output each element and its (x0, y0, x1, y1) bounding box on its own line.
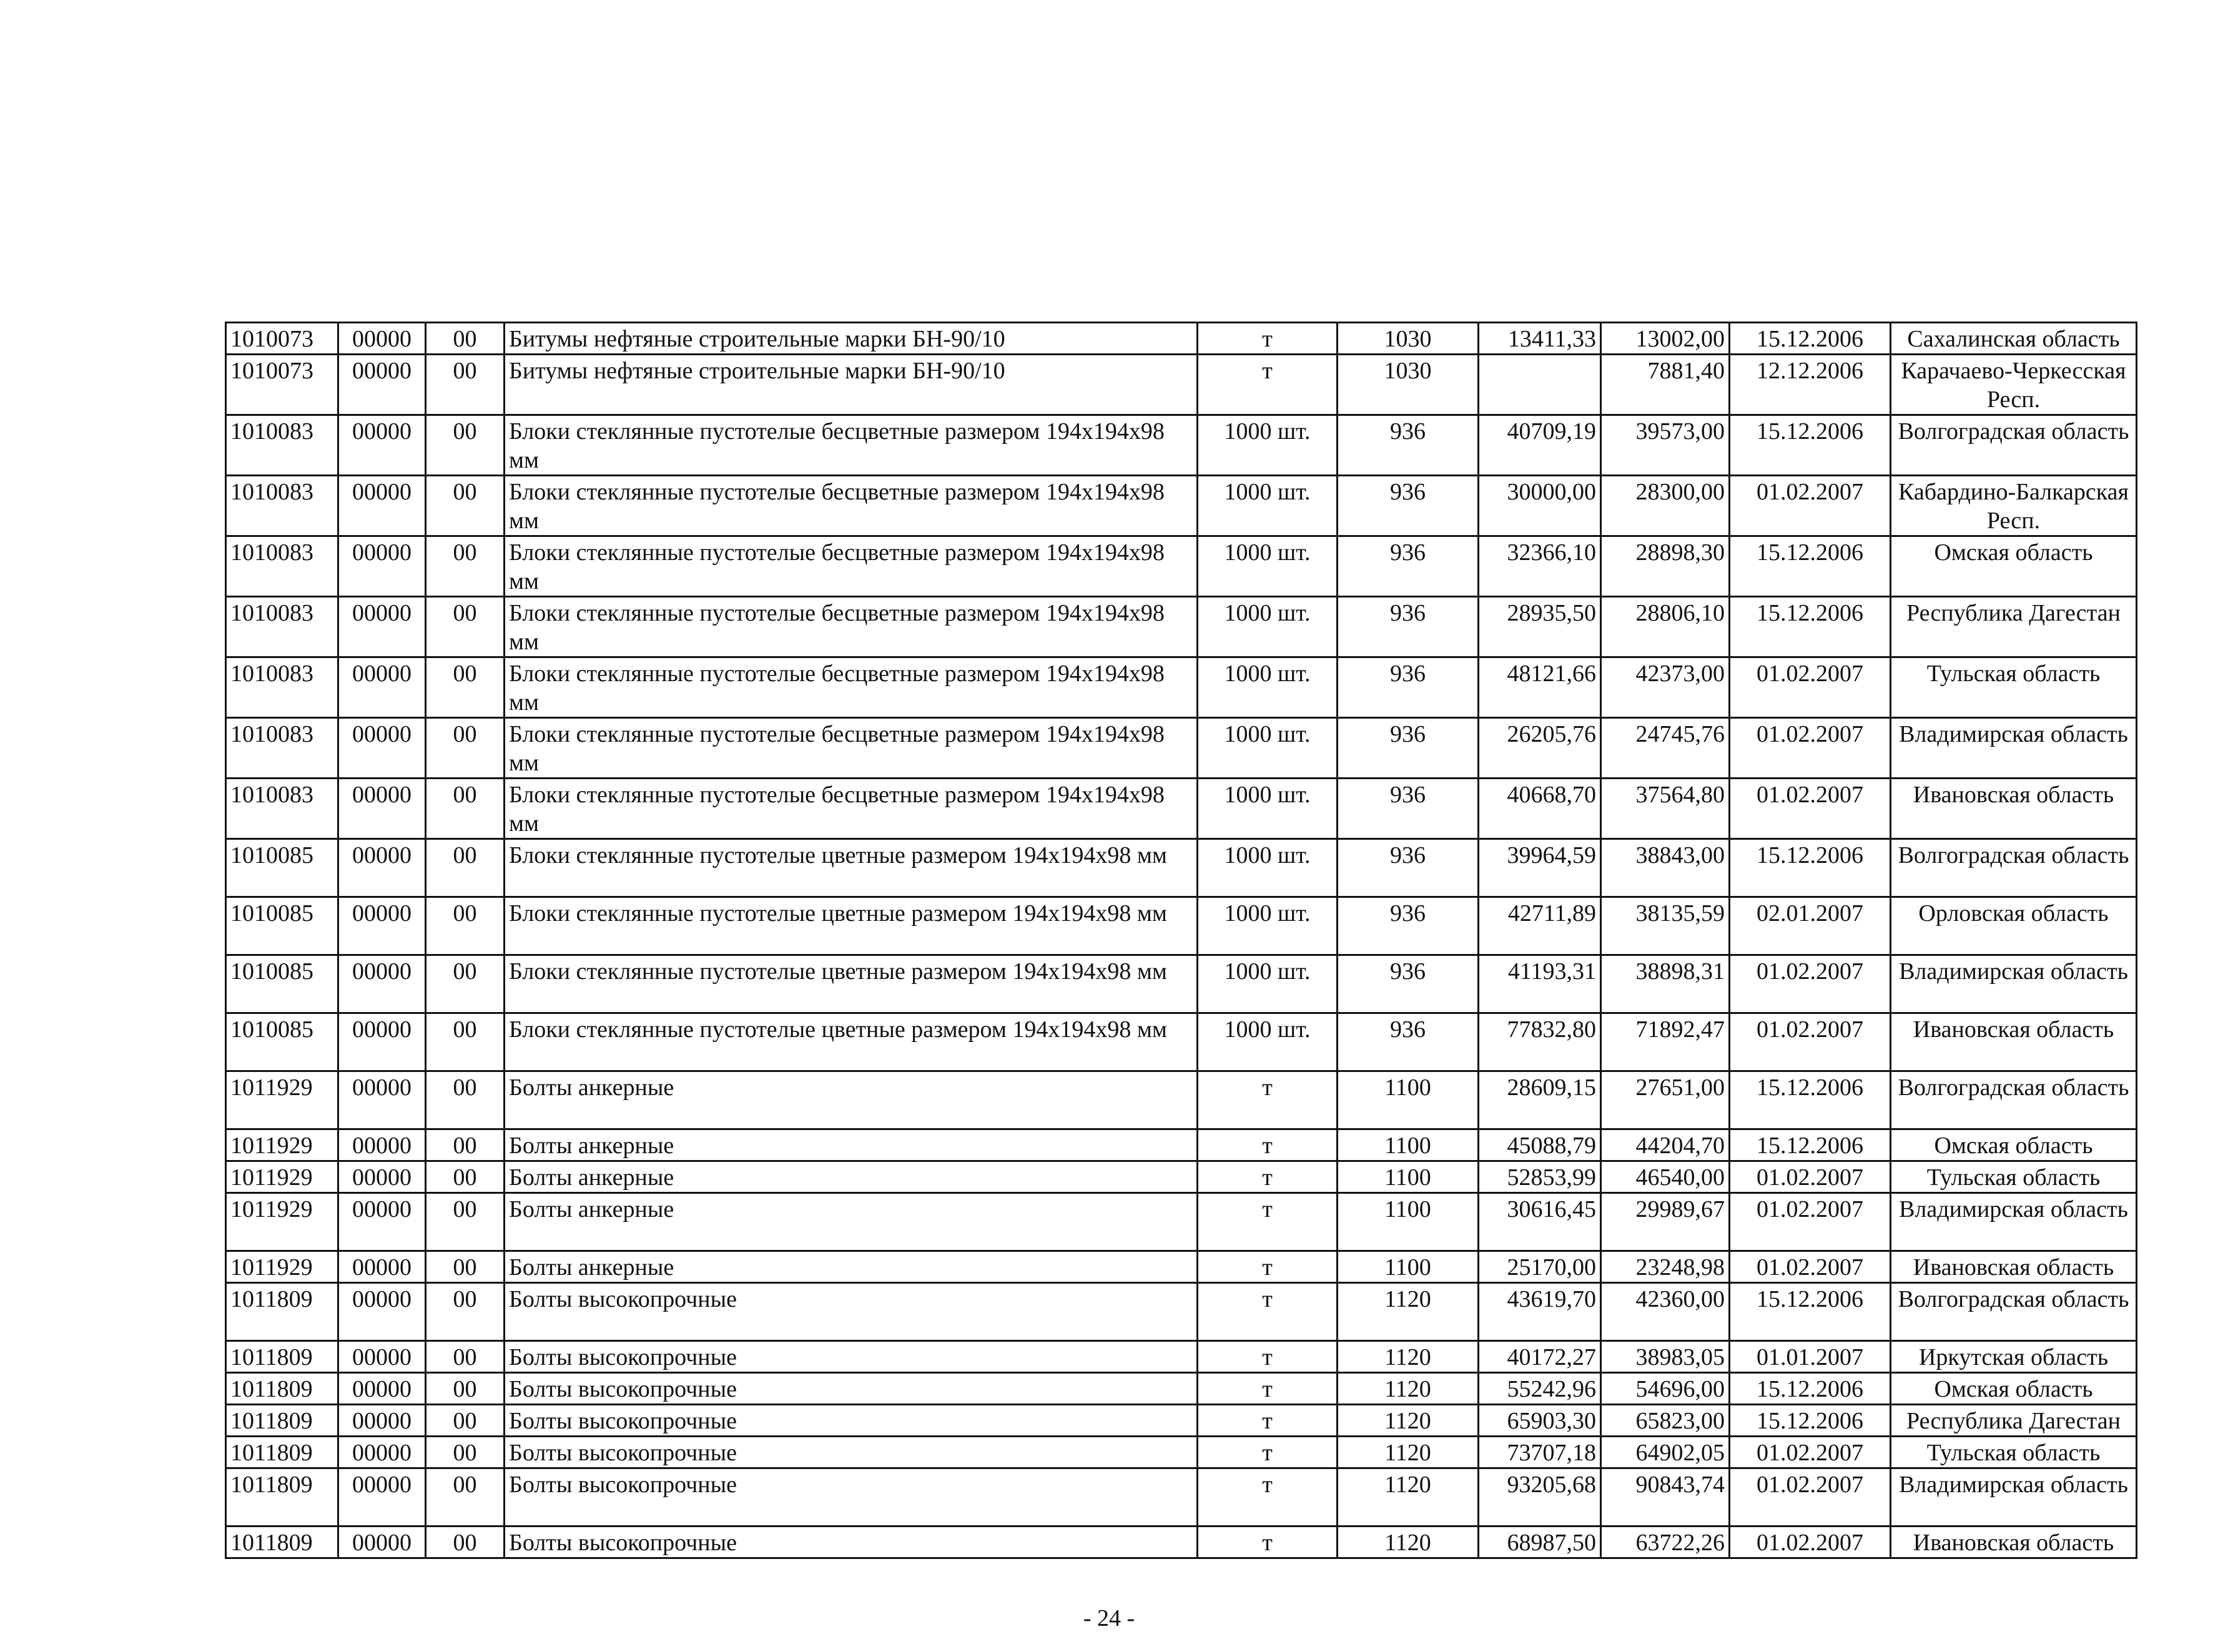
price-1-cell: 28609,15 (1479, 1071, 1601, 1129)
unit-cell: 1000 шт. (1198, 1013, 1338, 1071)
price-1-cell: 93205,68 (1479, 1468, 1601, 1527)
price-1-cell: 30000,00 (1479, 476, 1601, 536)
product-name-cell: Битумы нефтяные строительные марки БН-90/10 (505, 355, 1198, 415)
table-row (226, 1251, 2137, 1283)
region-cell: Кабардино-Балкарская Респ. (1891, 476, 2137, 536)
unit-code-cell: 936 (1338, 536, 1479, 597)
date-cell: 15.12.2006 (1730, 536, 1891, 597)
price-1-cell: 65903,30 (1479, 1405, 1601, 1437)
price-2-cell: 42360,00 (1601, 1283, 1730, 1341)
product-code-cell: 1011809 (226, 1468, 338, 1527)
region-cell: Ивановская область (1891, 1251, 2137, 1283)
product-name-cell: Блоки стеклянные пустотелые бесцветные размером 194x194x98 мм (505, 657, 1198, 718)
subcode-cell: 00000 (338, 718, 426, 779)
price-1-cell: 68987,50 (1479, 1527, 1601, 1558)
price-1-cell: 77832,80 (1479, 1013, 1601, 1071)
price-2-cell: 65823,00 (1601, 1405, 1730, 1437)
price-2-cell: 28806,10 (1601, 597, 1730, 657)
price-2-cell: 38983,05 (1601, 1341, 1730, 1373)
region-cell: Владимирская область (1891, 955, 2137, 1013)
product-name-cell: Блоки стеклянные пустотелые бесцветные размером 194x194x98 мм (505, 779, 1198, 839)
date-cell: 15.12.2006 (1730, 597, 1891, 657)
unit-cell: 1000 шт. (1198, 536, 1338, 597)
price-2-cell: 44204,70 (1601, 1129, 1730, 1161)
product-name-cell: Болты высокопрочные (505, 1373, 1198, 1405)
product-name-cell: Болты высокопрочные (505, 1283, 1198, 1341)
product-name-cell: Болты высокопрочные (505, 1405, 1198, 1437)
region-cell: Волгоградская область (1891, 1283, 2137, 1341)
unit-code-cell: 936 (1338, 955, 1479, 1013)
region-cell: Омская область (1891, 1373, 2137, 1405)
price-2-cell: 39573,00 (1601, 415, 1730, 476)
date-cell: 15.12.2006 (1730, 1373, 1891, 1405)
unit-cell: т (1198, 1405, 1338, 1437)
date-cell: 01.02.2007 (1730, 955, 1891, 1013)
version-cell: 00 (426, 355, 505, 415)
version-cell: 00 (426, 1071, 505, 1129)
version-cell: 00 (426, 955, 505, 1013)
product-code-cell: 1011809 (226, 1283, 338, 1341)
region-cell: Волгоградская область (1891, 1071, 2137, 1129)
region-cell: Волгоградская область (1891, 415, 2137, 476)
unit-code-cell: 1120 (1338, 1341, 1479, 1373)
version-cell: 00 (426, 718, 505, 779)
price-2-cell: 54696,00 (1601, 1373, 1730, 1405)
product-name-cell: Блоки стеклянные пустотелые цветные размером 194x194x98 мм (505, 839, 1198, 897)
date-cell: 01.02.2007 (1730, 779, 1891, 839)
page-number: - 24 - (1083, 1605, 1135, 1631)
price-2-cell: 27651,00 (1601, 1071, 1730, 1129)
subcode-cell: 00000 (338, 1437, 426, 1468)
region-cell: Тульская область (1891, 1161, 2137, 1193)
price-1-cell: 30616,45 (1479, 1193, 1601, 1251)
unit-cell: т (1198, 1071, 1338, 1129)
unit-code-cell: 1120 (1338, 1405, 1479, 1437)
product-code-cell: 1011809 (226, 1341, 338, 1373)
region-cell: Ивановская область (1891, 779, 2137, 839)
version-cell: 00 (426, 1468, 505, 1527)
unit-code-cell: 1030 (1338, 355, 1479, 415)
price-1-cell: 39964,59 (1479, 839, 1601, 897)
product-name-cell: Блоки стеклянные пустотелые цветные размером 194x194x98 мм (505, 1013, 1198, 1071)
price-2-cell: 71892,47 (1601, 1013, 1730, 1071)
subcode-cell: 00000 (338, 415, 426, 476)
unit-cell: т (1198, 1193, 1338, 1251)
unit-cell: т (1198, 323, 1338, 355)
price-2-cell: 90843,74 (1601, 1468, 1730, 1527)
subcode-cell: 00000 (338, 839, 426, 897)
subcode-cell: 00000 (338, 779, 426, 839)
product-code-cell: 1010073 (226, 355, 338, 415)
product-code-cell: 1010085 (226, 955, 338, 1013)
version-cell: 00 (426, 415, 505, 476)
unit-code-cell: 1030 (1338, 323, 1479, 355)
version-cell: 00 (426, 897, 505, 955)
unit-cell: 1000 шт. (1198, 897, 1338, 955)
date-cell: 15.12.2006 (1730, 415, 1891, 476)
product-name-cell: Блоки стеклянные пустотелые бесцветные размером 194x194x98 мм (505, 597, 1198, 657)
product-name-cell: Блоки стеклянные пустотелые бесцветные размером 194x194x98 мм (505, 476, 1198, 536)
table-row (226, 839, 2137, 897)
subcode-cell: 00000 (338, 1013, 426, 1071)
date-cell: 01.02.2007 (1730, 657, 1891, 718)
version-cell: 00 (426, 839, 505, 897)
price-1-cell: 25170,00 (1479, 1251, 1601, 1283)
unit-code-cell: 936 (1338, 476, 1479, 536)
date-cell: 15.12.2006 (1730, 323, 1891, 355)
price-1-cell: 26205,76 (1479, 718, 1601, 779)
product-code-cell: 1010083 (226, 536, 338, 597)
date-cell: 01.02.2007 (1730, 1193, 1891, 1251)
subcode-cell: 00000 (338, 536, 426, 597)
price-2-cell: 28898,30 (1601, 536, 1730, 597)
table-row (226, 1527, 2137, 1558)
table-row (226, 1129, 2137, 1161)
price-1-cell: 13411,33 (1479, 323, 1601, 355)
unit-cell: 1000 шт. (1198, 955, 1338, 1013)
table-row (226, 1405, 2137, 1437)
product-name-cell: Болты высокопрочные (505, 1527, 1198, 1558)
unit-code-cell: 1100 (1338, 1193, 1479, 1251)
price-1-cell: 40709,19 (1479, 415, 1601, 476)
table-row (226, 323, 2137, 355)
version-cell: 00 (426, 1161, 505, 1193)
product-name-cell: Блоки стеклянные пустотелые бесцветные размером 194x194x98 мм (505, 415, 1198, 476)
table-row (226, 1283, 2137, 1341)
price-2-cell: 24745,76 (1601, 718, 1730, 779)
product-code-cell: 1011809 (226, 1405, 338, 1437)
price-1-cell: 45088,79 (1479, 1129, 1601, 1161)
subcode-cell: 00000 (338, 1193, 426, 1251)
subcode-cell: 00000 (338, 657, 426, 718)
product-name-cell: Блоки стеклянные пустотелые бесцветные размером 194x194x98 мм (505, 536, 1198, 597)
unit-cell: т (1198, 1341, 1338, 1373)
unit-code-cell: 1100 (1338, 1071, 1479, 1129)
table-row (226, 1071, 2137, 1129)
date-cell: 01.02.2007 (1730, 1527, 1891, 1558)
table-row (226, 1341, 2137, 1373)
unit-cell: т (1198, 1373, 1338, 1405)
version-cell: 00 (426, 1129, 505, 1161)
date-cell: 01.02.2007 (1730, 476, 1891, 536)
product-code-cell: 1011929 (226, 1193, 338, 1251)
date-cell: 01.02.2007 (1730, 718, 1891, 779)
unit-cell: т (1198, 1527, 1338, 1558)
product-code-cell: 1010073 (226, 323, 338, 355)
price-1-cell (1479, 355, 1601, 415)
unit-cell: 1000 шт. (1198, 415, 1338, 476)
subcode-cell: 00000 (338, 1283, 426, 1341)
price-1-cell: 42711,89 (1479, 897, 1601, 955)
unit-code-cell: 1120 (1338, 1283, 1479, 1341)
subcode-cell: 00000 (338, 1161, 426, 1193)
unit-cell: 1000 шт. (1198, 779, 1338, 839)
version-cell: 00 (426, 1437, 505, 1468)
subcode-cell: 00000 (338, 1071, 426, 1129)
price-2-cell: 42373,00 (1601, 657, 1730, 718)
unit-code-cell: 936 (1338, 839, 1479, 897)
product-code-cell: 1010085 (226, 897, 338, 955)
price-1-cell: 40668,70 (1479, 779, 1601, 839)
region-cell: Ивановская область (1891, 1013, 2137, 1071)
region-cell: Республика Дагестан (1891, 1405, 2137, 1437)
price-1-cell: 48121,66 (1479, 657, 1601, 718)
unit-cell: 1000 шт. (1198, 839, 1338, 897)
price-2-cell: 38843,00 (1601, 839, 1730, 897)
unit-cell: т (1198, 1283, 1338, 1341)
unit-cell: т (1198, 1468, 1338, 1527)
product-code-cell: 1010083 (226, 657, 338, 718)
unit-cell: 1000 шт. (1198, 657, 1338, 718)
unit-code-cell: 936 (1338, 779, 1479, 839)
table-row (226, 1193, 2137, 1251)
unit-code-cell: 936 (1338, 597, 1479, 657)
price-2-cell: 7881,40 (1601, 355, 1730, 415)
product-name-cell: Болты анкерные (505, 1251, 1198, 1283)
price-2-cell: 46540,00 (1601, 1161, 1730, 1193)
region-cell: Тульская область (1891, 1437, 2137, 1468)
version-cell: 00 (426, 597, 505, 657)
price-2-cell: 28300,00 (1601, 476, 1730, 536)
unit-cell: т (1198, 1437, 1338, 1468)
version-cell: 00 (426, 1283, 505, 1341)
unit-code-cell: 936 (1338, 1013, 1479, 1071)
unit-code-cell: 936 (1338, 415, 1479, 476)
product-code-cell: 1010083 (226, 779, 338, 839)
product-code-cell: 1010083 (226, 718, 338, 779)
product-code-cell: 1010085 (226, 839, 338, 897)
product-name-cell: Блоки стеклянные пустотелые цветные размером 194x194x98 мм (505, 955, 1198, 1013)
product-code-cell: 1011929 (226, 1161, 338, 1193)
date-cell: 15.12.2006 (1730, 1129, 1891, 1161)
date-cell: 15.12.2006 (1730, 1071, 1891, 1129)
product-name-cell: Блоки стеклянные пустотелые цветные размером 194x194x98 мм (505, 897, 1198, 955)
price-2-cell: 63722,26 (1601, 1527, 1730, 1558)
unit-cell: т (1198, 1161, 1338, 1193)
version-cell: 00 (426, 1251, 505, 1283)
price-2-cell: 13002,00 (1601, 323, 1730, 355)
version-cell: 00 (426, 1373, 505, 1405)
price-2-cell: 29989,67 (1601, 1193, 1730, 1251)
product-code-cell: 1011809 (226, 1527, 338, 1558)
product-code-cell: 1010083 (226, 415, 338, 476)
subcode-cell: 00000 (338, 355, 426, 415)
region-cell: Карачаево-Черкесская Респ. (1891, 355, 2137, 415)
region-cell: Владимирская область (1891, 1193, 2137, 1251)
subcode-cell: 00000 (338, 1341, 426, 1373)
price-1-cell: 52853,99 (1479, 1161, 1601, 1193)
table-row (226, 1161, 2137, 1193)
unit-code-cell: 936 (1338, 897, 1479, 955)
price-1-cell: 73707,18 (1479, 1437, 1601, 1468)
table-row (226, 955, 2137, 1013)
region-cell: Омская область (1891, 1129, 2137, 1161)
table-row (226, 1373, 2137, 1405)
product-code-cell: 1010085 (226, 1013, 338, 1071)
unit-code-cell: 1100 (1338, 1129, 1479, 1161)
version-cell: 00 (426, 323, 505, 355)
subcode-cell: 00000 (338, 955, 426, 1013)
date-cell: 01.02.2007 (1730, 1251, 1891, 1283)
subcode-cell: 00000 (338, 1251, 426, 1283)
table-row (226, 718, 2137, 779)
unit-code-cell: 1120 (1338, 1527, 1479, 1558)
subcode-cell: 00000 (338, 1129, 426, 1161)
product-code-cell: 1011809 (226, 1373, 338, 1405)
unit-code-cell: 1100 (1338, 1161, 1479, 1193)
unit-code-cell: 936 (1338, 718, 1479, 779)
region-cell: Иркутская область (1891, 1341, 2137, 1373)
region-cell: Владимирская область (1891, 718, 2137, 779)
version-cell: 00 (426, 657, 505, 718)
product-name-cell: Болты анкерные (505, 1161, 1198, 1193)
product-name-cell: Болты высокопрочные (505, 1341, 1198, 1373)
region-cell: Ивановская область (1891, 1527, 2137, 1558)
product-name-cell: Болты анкерные (505, 1071, 1198, 1129)
subcode-cell: 00000 (338, 1468, 426, 1527)
product-code-cell: 1010083 (226, 597, 338, 657)
subcode-cell: 00000 (338, 1527, 426, 1558)
product-code-cell: 1011929 (226, 1251, 338, 1283)
table-row (226, 1013, 2137, 1071)
unit-cell: т (1198, 1251, 1338, 1283)
table-row (226, 597, 2137, 657)
unit-code-cell: 1100 (1338, 1251, 1479, 1283)
subcode-cell: 00000 (338, 1373, 426, 1405)
version-cell: 00 (426, 1405, 505, 1437)
product-name-cell: Болты высокопрочные (505, 1468, 1198, 1527)
table-row (226, 355, 2137, 415)
date-cell: 01.01.2007 (1730, 1341, 1891, 1373)
unit-cell: 1000 шт. (1198, 718, 1338, 779)
date-cell: 01.02.2007 (1730, 1013, 1891, 1071)
product-name-cell: Битумы нефтяные строительные марки БН-90/10 (505, 323, 1198, 355)
price-2-cell: 38135,59 (1601, 897, 1730, 955)
subcode-cell: 00000 (338, 1405, 426, 1437)
table-row (226, 536, 2137, 597)
version-cell: 00 (426, 476, 505, 536)
date-cell: 01.02.2007 (1730, 1437, 1891, 1468)
region-cell: Тульская область (1891, 657, 2137, 718)
date-cell: 12.12.2006 (1730, 355, 1891, 415)
date-cell: 01.02.2007 (1730, 1468, 1891, 1527)
table-row (226, 1437, 2137, 1468)
unit-cell: т (1198, 355, 1338, 415)
table-row (226, 657, 2137, 718)
product-code-cell: 1011929 (226, 1071, 338, 1129)
region-cell: Волгоградская область (1891, 839, 2137, 897)
table-row (226, 897, 2137, 955)
version-cell: 00 (426, 1193, 505, 1251)
subcode-cell: 00000 (338, 897, 426, 955)
date-cell: 15.12.2006 (1730, 839, 1891, 897)
product-name-cell: Болты высокопрочные (505, 1437, 1198, 1468)
subcode-cell: 00000 (338, 476, 426, 536)
region-cell: Орловская область (1891, 897, 2137, 955)
region-cell: Сахалинская область (1891, 323, 2137, 355)
table-row (226, 415, 2137, 476)
table-row (226, 476, 2137, 536)
product-name-cell: Болты анкерные (505, 1129, 1198, 1161)
date-cell: 01.02.2007 (1730, 1161, 1891, 1193)
date-cell: 02.01.2007 (1730, 897, 1891, 955)
region-cell: Омская область (1891, 536, 2137, 597)
product-name-cell: Блоки стеклянные пустотелые бесцветные размером 194x194x98 мм (505, 718, 1198, 779)
price-1-cell: 40172,27 (1479, 1341, 1601, 1373)
unit-code-cell: 936 (1338, 657, 1479, 718)
price-2-cell: 37564,80 (1601, 779, 1730, 839)
date-cell: 15.12.2006 (1730, 1283, 1891, 1341)
unit-cell: 1000 шт. (1198, 597, 1338, 657)
subcode-cell: 00000 (338, 323, 426, 355)
unit-cell: 1000 шт. (1198, 476, 1338, 536)
version-cell: 00 (426, 779, 505, 839)
table-row (226, 1468, 2137, 1527)
price-1-cell: 41193,31 (1479, 955, 1601, 1013)
subcode-cell: 00000 (338, 597, 426, 657)
unit-cell: т (1198, 1129, 1338, 1161)
product-code-cell: 1011809 (226, 1437, 338, 1468)
region-cell: Республика Дагестан (1891, 597, 2137, 657)
price-2-cell: 23248,98 (1601, 1251, 1730, 1283)
product-name-cell: Болты анкерные (505, 1193, 1198, 1251)
price-2-cell: 64902,05 (1601, 1437, 1730, 1468)
price-1-cell: 55242,96 (1479, 1373, 1601, 1405)
price-1-cell: 28935,50 (1479, 597, 1601, 657)
price-1-cell: 43619,70 (1479, 1283, 1601, 1341)
date-cell: 15.12.2006 (1730, 1405, 1891, 1437)
region-cell: Владимирская область (1891, 1468, 2137, 1527)
product-code-cell: 1011929 (226, 1129, 338, 1161)
price-1-cell: 32366,10 (1479, 536, 1601, 597)
version-cell: 00 (426, 536, 505, 597)
price-2-cell: 38898,31 (1601, 955, 1730, 1013)
unit-code-cell: 1120 (1338, 1468, 1479, 1527)
unit-code-cell: 1120 (1338, 1437, 1479, 1468)
version-cell: 00 (426, 1341, 505, 1373)
table-body (226, 323, 2137, 1558)
table-row (226, 779, 2137, 839)
version-cell: 00 (426, 1013, 505, 1071)
unit-code-cell: 1120 (1338, 1373, 1479, 1405)
product-code-cell: 1010083 (226, 476, 338, 536)
version-cell: 00 (426, 1527, 505, 1558)
price-table (225, 322, 2137, 1559)
